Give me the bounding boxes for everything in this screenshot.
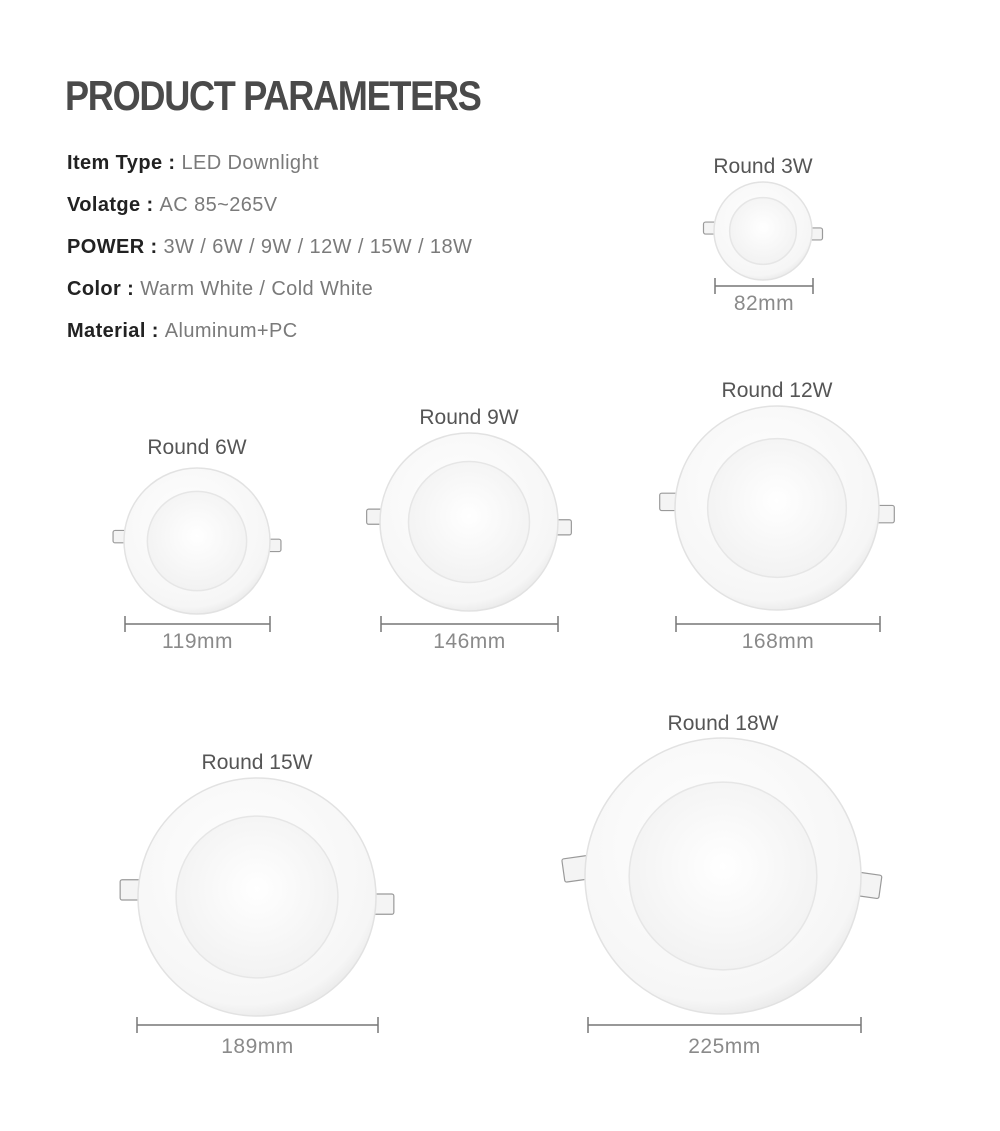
product-label: Round 3W (713, 155, 813, 178)
spec-value: 3W / 6W / 9W / 12W / 15W / 18W (163, 236, 473, 258)
spec-key: Material : (67, 320, 165, 342)
product-dimension: 82mm (733, 292, 795, 315)
product-dimension: 189mm (221, 1035, 294, 1058)
downlight-diffuser (629, 782, 817, 970)
spec-value: LED Downlight (181, 152, 319, 174)
spec-value: Aluminum+PC (164, 320, 298, 342)
product-label: Round 18W (667, 712, 779, 735)
spec-value: Warm White / Cold White (140, 278, 374, 300)
product-dimension: 168mm (741, 630, 815, 653)
page-title: PRODUCT PARAMETERS (65, 72, 481, 119)
product-dimension: 225mm (688, 1035, 761, 1058)
product-label: Round 9W (419, 406, 519, 429)
spec-value: AC 85~265V (159, 194, 278, 216)
product-dimension: 119mm (162, 630, 233, 653)
product-label: Round 15W (201, 751, 313, 774)
spec-key: Color : (67, 278, 141, 300)
spec-key: Volatge : (67, 194, 160, 216)
spec-key: POWER : (67, 236, 164, 258)
spec-key: Item Type : (67, 152, 182, 174)
product-dimension: 146mm (433, 630, 506, 653)
product-label: Round 6W (147, 436, 247, 459)
product-label: Round 12W (721, 379, 833, 402)
